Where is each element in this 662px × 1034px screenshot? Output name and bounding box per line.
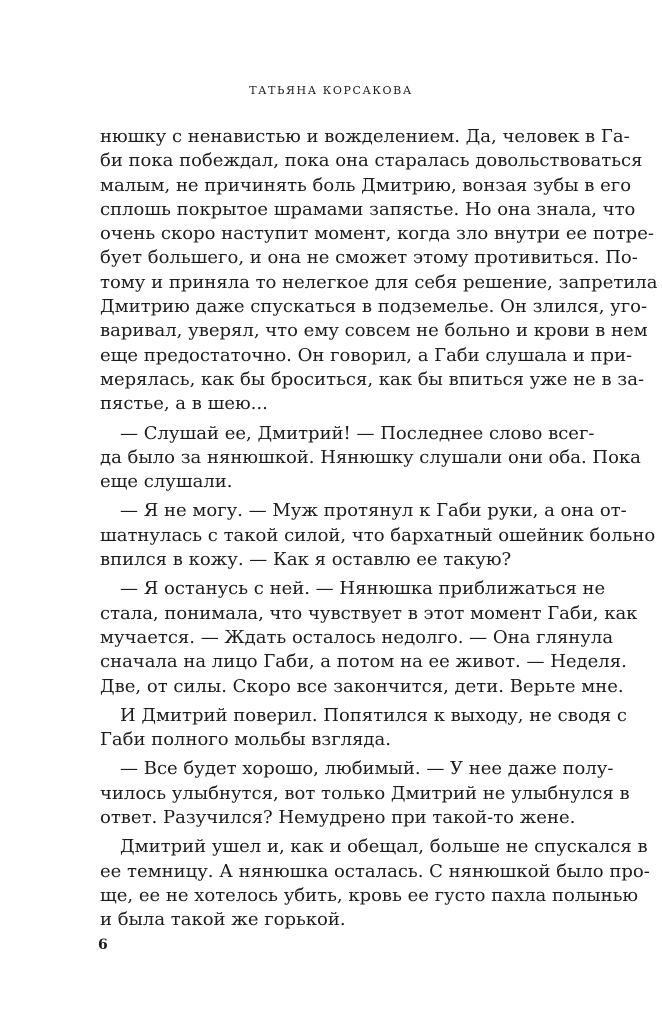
text-line: очень скоро наступит момент, когда зло внутри ее потре- bbox=[100, 223, 654, 245]
text-line: сплошь покрытое шрамами запястье. Но она знала, что bbox=[100, 198, 636, 220]
text-line: мучается. — Ждать осталось недолго. — Она глянула bbox=[100, 626, 614, 648]
text-line: — Я останусь с ней. — Нянюшка приближаться не bbox=[120, 578, 606, 600]
text-line: тому и приняла то нелегкое для себя решение, запретила bbox=[100, 271, 658, 293]
text-line: пястье, а в шею... bbox=[100, 393, 268, 415]
text-line: нюшку с ненавистью и вожделением. Да, человек в Га- bbox=[100, 126, 630, 147]
text-line: Дмитрию даже спускаться в подземелье. Он злился, уго- bbox=[100, 296, 648, 318]
text-line: сначала на лицо Габи, а потом на ее живот. — Неделя. bbox=[100, 651, 627, 673]
text-line: стала, понимала, что чувствует в этот момент Габи, как bbox=[100, 602, 638, 624]
text-line: еще слушали. bbox=[100, 471, 233, 493]
text-line: еще предостаточно. Он говорил, а Габи слушала и при- bbox=[100, 344, 633, 366]
text-line: ще, ее не хотелось убить, кровь ее густо пахла полынью bbox=[100, 884, 639, 906]
text-line: бует большего, и она не сможет этому противиться. По- bbox=[100, 247, 638, 269]
text-line: чилось улыбнутся, вот только Дмитрий не улыбнулся в bbox=[100, 782, 630, 804]
text-line: Две, от силы. Скоро все закончится, дети. Верьте мне. bbox=[100, 675, 624, 697]
text-line: би пока побеждал, пока она старалась довольствоваться bbox=[100, 150, 643, 172]
text-line: мерялась, как бы броситься, как бы впиться уже не в за- bbox=[100, 368, 645, 390]
page-number: 6 bbox=[98, 937, 108, 953]
text-line: — Слушай ее, Дмитрий! — Последнее слово всег- bbox=[120, 422, 595, 444]
book-text bbox=[100, 125, 658, 933]
text-line: малым, не причинять боль Дмитрию, вонзая зубы в его bbox=[100, 174, 632, 196]
text-line: И Дмитрий поверил. Попятился к выходу, не сводя с bbox=[120, 704, 627, 726]
text-line: — Все будет хорошо, любимый. — У нее даже полу- bbox=[120, 758, 614, 780]
text-line: Дмитрий ушел и, как и обещал, больше не спускался в bbox=[120, 836, 648, 858]
text-line: варивал, уверял, что ему совсем не больно и крови в нем bbox=[100, 320, 648, 342]
text-line: — Я не могу. — Муж протянул к Габи руки, а она от- bbox=[120, 500, 627, 522]
text-line: и была такой же горькой. bbox=[100, 909, 346, 931]
running-header: ТАТЬЯНА КОРСАКОВА bbox=[249, 84, 413, 97]
text-line: впился в кожу. — Как я оставлю ее такую? bbox=[100, 549, 512, 571]
text-line: ответ. Разучился? Немудрено при такой-то жене. bbox=[100, 807, 576, 829]
text-line: шатнулась с такой силой, что бархатный ошейник больно bbox=[100, 524, 656, 546]
text-line: Габи полного мольбы взгляда. bbox=[100, 729, 391, 751]
text-line: ее темницу. А нянюшка осталась. С нянюшкой было про- bbox=[100, 860, 650, 882]
text-line: да было за нянюшкой. Нянюшку слушали они оба. Пока bbox=[100, 446, 641, 468]
